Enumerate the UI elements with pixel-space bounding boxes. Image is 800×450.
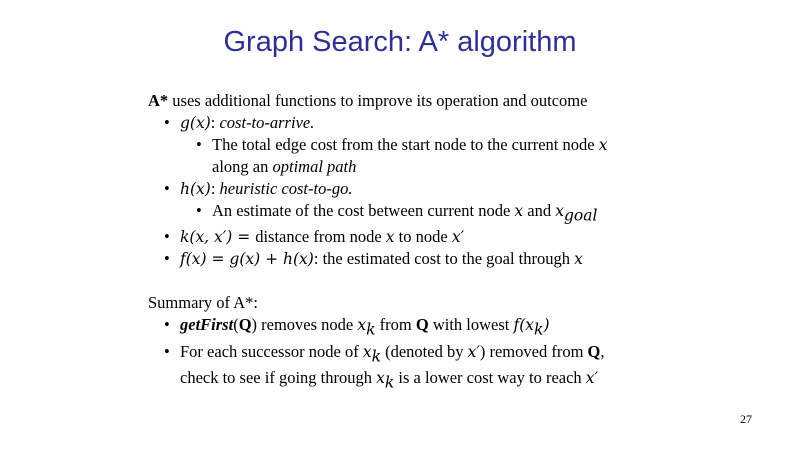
getfirst-q2: Q (415, 315, 429, 335)
bullet-g (148, 112, 768, 134)
h-sub-text: An estimate of the cost between current node (212, 201, 515, 220)
getfirst-var: x (357, 316, 367, 335)
successor-text3: ) removed from (479, 341, 588, 361)
h-sub-goal-var: x (555, 202, 564, 220)
successor-comma: , (600, 341, 605, 361)
f-g: g(x) (229, 250, 261, 269)
bullet-f (148, 248, 768, 270)
bullet-getfirst (148, 314, 768, 340)
getfirst-close: ) (251, 315, 258, 335)
g-sub-var: x (598, 136, 608, 154)
getfirst-fsub: k (534, 320, 544, 339)
k-symbol: k(x, x′) (180, 228, 233, 247)
bullet-k (148, 226, 768, 248)
bullet-dot: • (196, 135, 202, 154)
bullet-dot: • (164, 179, 170, 198)
slide-title: Graph Search: A* algorithm (223, 26, 577, 58)
g-symbol: g(x) (180, 114, 211, 132)
h-sub-var: x (514, 202, 524, 220)
bullet-successor-cont (148, 367, 768, 393)
bullet-dot: • (164, 341, 170, 361)
getfirst-sub: k (366, 320, 376, 339)
bullet-dot: • (164, 315, 170, 335)
getfirst-text3: with lowest (428, 315, 514, 335)
k-var1: x (385, 228, 395, 247)
h-sub-goal-sub: goal (563, 206, 598, 225)
successor-text1: For each successor node of (180, 341, 363, 361)
g-colon: : (210, 113, 220, 132)
successor-text2: (denoted by (380, 341, 468, 361)
bullet-dot: • (196, 201, 202, 220)
getfirst-q: Q (238, 315, 252, 335)
successor-var2: x′ (467, 342, 480, 361)
bullet-dot: • (164, 249, 170, 269)
successor-cont1: check to see if going through (180, 367, 377, 387)
page-number: 27 (740, 412, 752, 426)
bullet-dot: • (164, 113, 170, 132)
f-eq: = (206, 250, 230, 269)
bullet-g-sub (148, 134, 768, 156)
h-colon: : (210, 179, 220, 198)
g-label: cost-to-arrive. (219, 113, 315, 132)
h-label: heuristic cost-to-go. (219, 179, 353, 198)
successor-cvar: x (376, 368, 385, 387)
spacer (148, 270, 768, 292)
intro-text: uses additional functions to improve its operation and outcome (168, 91, 588, 110)
k-text2: to node (394, 227, 452, 247)
successor-cvar2: x′ (585, 368, 599, 387)
f-symbol: f(x) (180, 250, 207, 269)
getfirst-fclose: ) (543, 316, 550, 335)
successor-var: x (362, 342, 372, 361)
f-var: x (574, 250, 583, 269)
getfirst-text1: removes node (257, 315, 358, 335)
g-sub-text: The total edge cost from the start node to the current node (212, 135, 599, 154)
bullet-h-sub (148, 200, 768, 226)
intro-line (148, 90, 768, 112)
getfirst-fn: getFirst (180, 315, 234, 335)
slide-body (148, 90, 768, 393)
successor-cont2: is a lower cost way to reach (394, 367, 586, 387)
successor-sub: k (371, 346, 381, 365)
bullet-successor (148, 341, 768, 367)
bullet-g-sub-cont (148, 156, 768, 178)
f-text: : the estimated cost to the goal through (313, 249, 575, 269)
bullet-dot: • (164, 227, 170, 247)
bullet-h (148, 178, 768, 200)
getfirst-fsym: f(x (513, 316, 535, 335)
k-eq: = (232, 228, 256, 247)
k-text1: distance from node (255, 227, 386, 247)
f-h: h(x) (283, 250, 314, 269)
getfirst-open: ( (233, 315, 239, 335)
g-sub-cont-text: along an (212, 157, 273, 176)
successor-csub: k (384, 373, 395, 392)
h-symbol: h(x) (180, 180, 211, 198)
summary-heading: Summary of A*: (148, 293, 258, 313)
successor-q: Q (587, 341, 601, 361)
f-plus: + (260, 250, 284, 269)
intro-bold: A* (148, 91, 169, 110)
h-sub-and: and (523, 201, 556, 220)
getfirst-text2: from (375, 315, 416, 335)
g-sub-cont-italic: optimal path (272, 157, 357, 176)
k-var2: x′ (451, 228, 465, 247)
